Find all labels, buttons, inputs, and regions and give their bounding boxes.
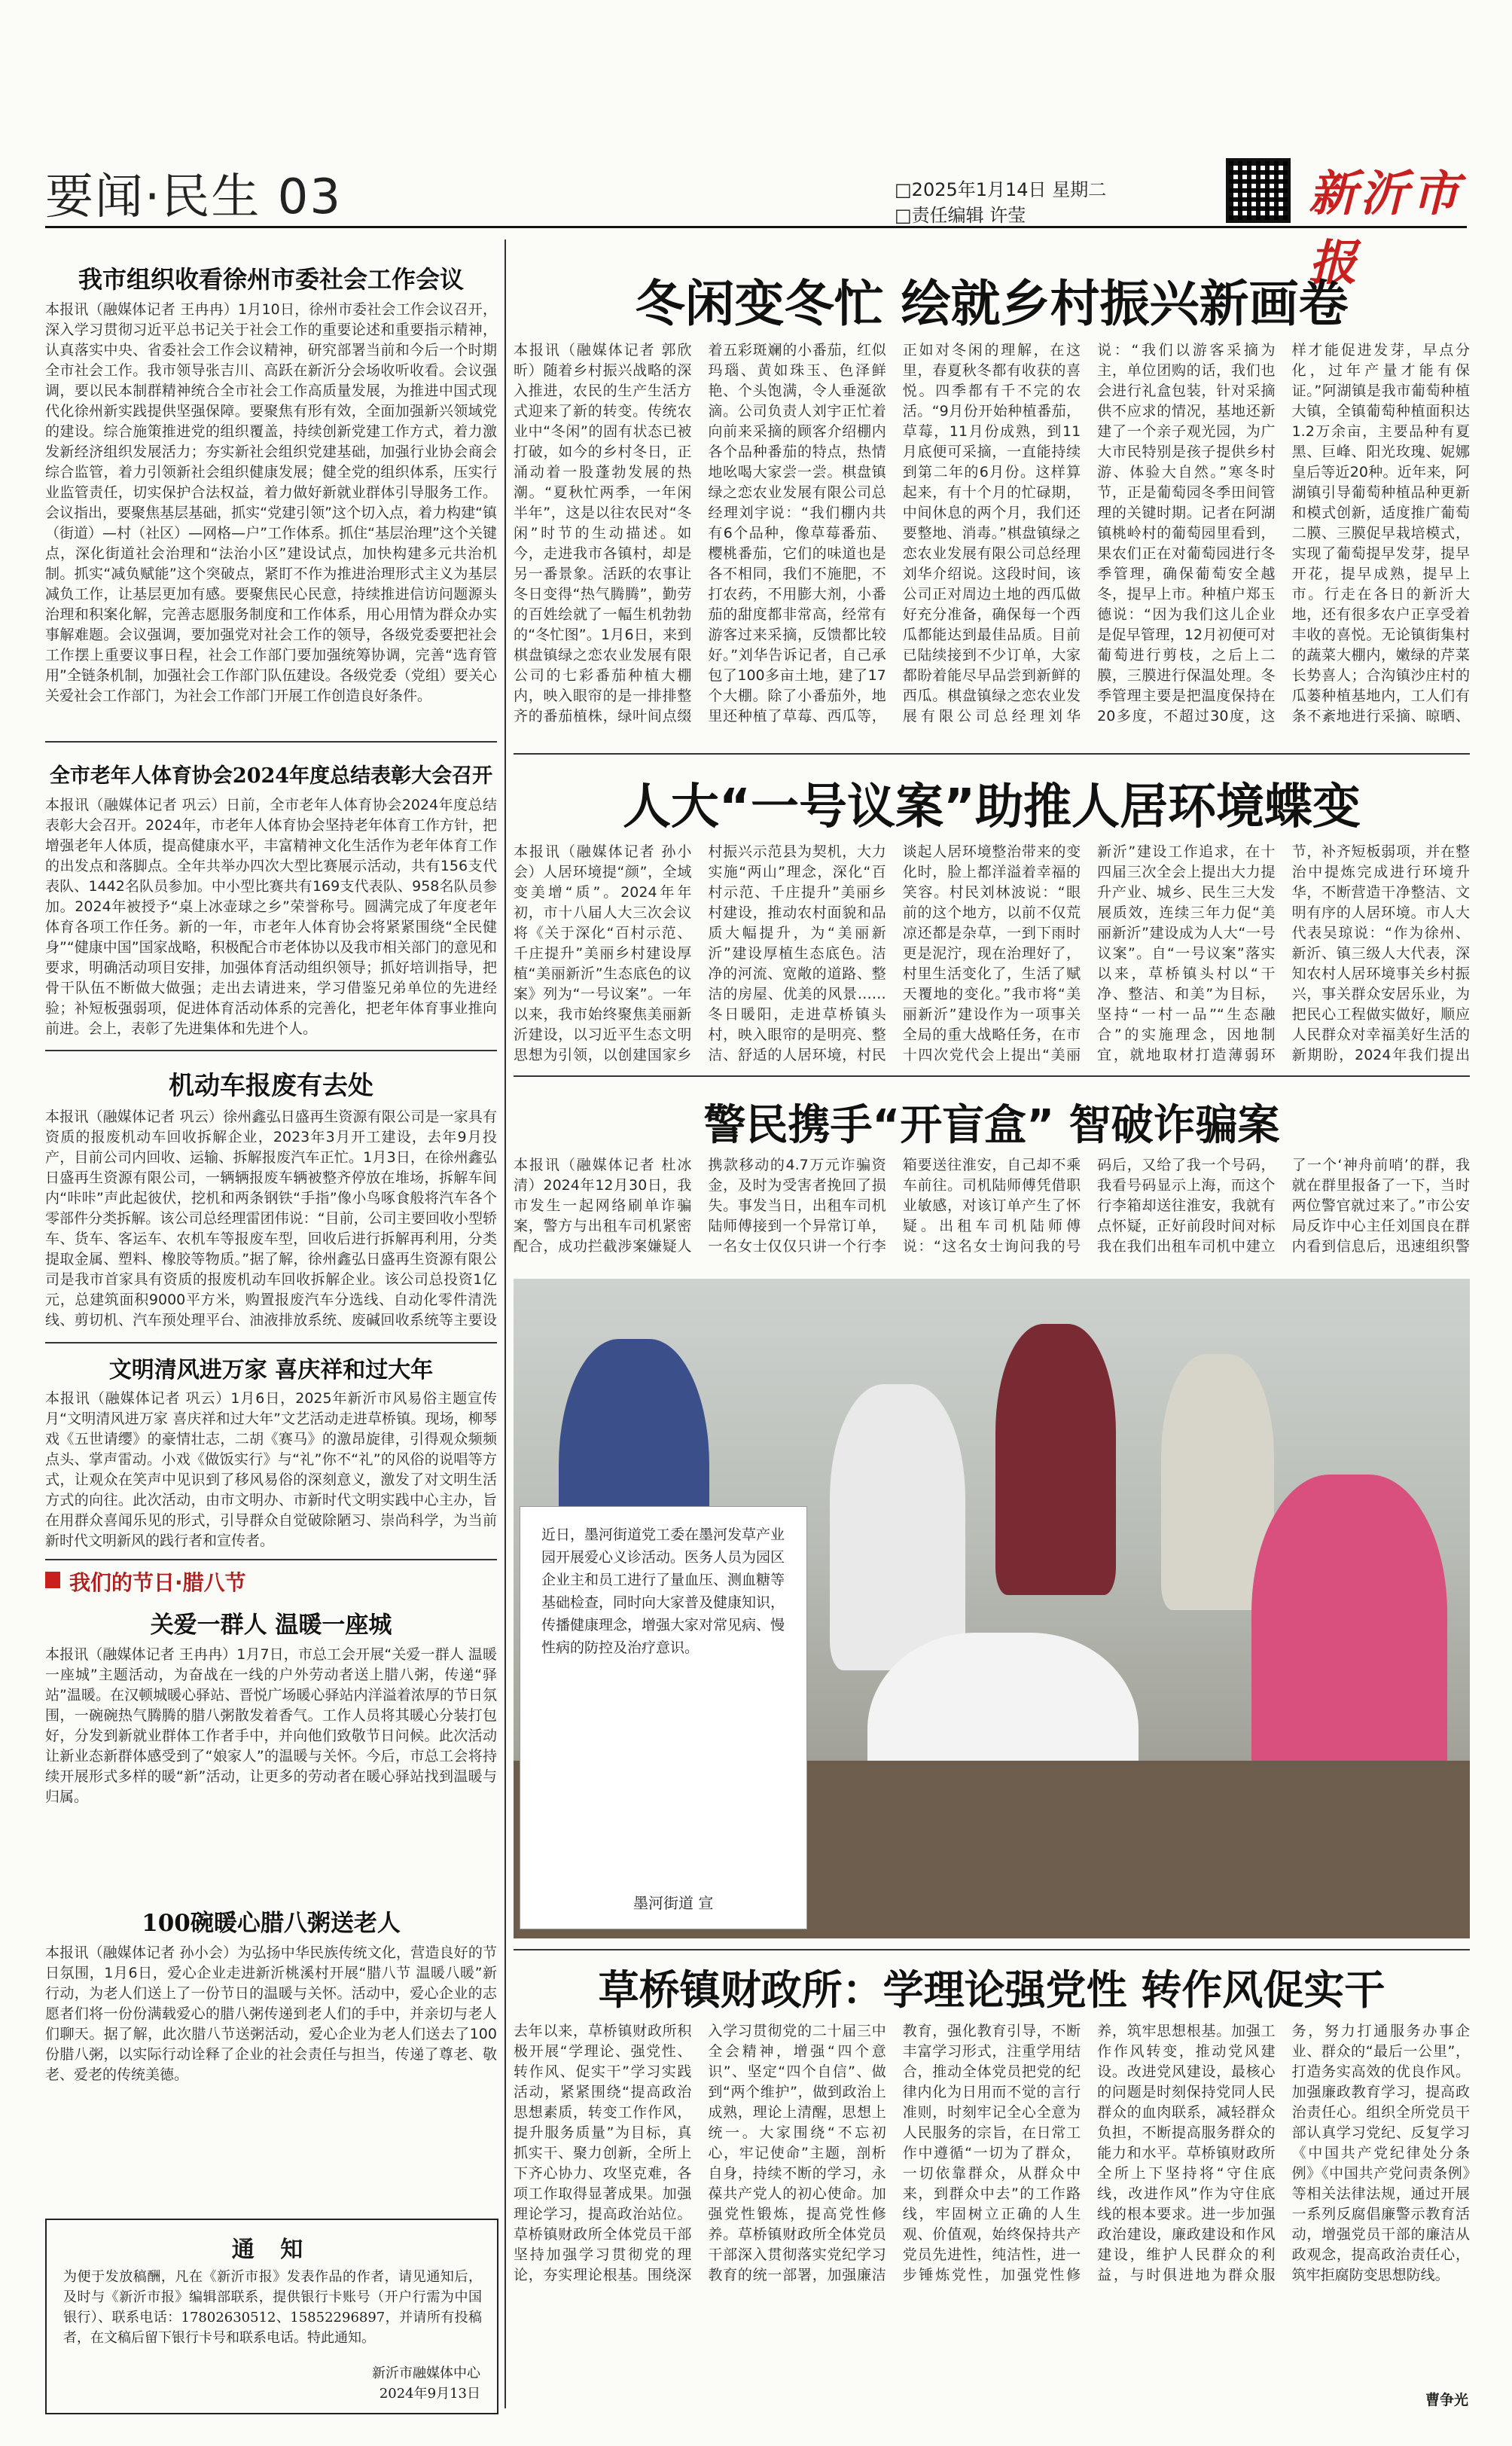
article-divider	[514, 1075, 1470, 1077]
article-title: 关爱一群人 温暖一座城	[150, 1612, 392, 1639]
notice-box	[45, 2219, 498, 2414]
photo-figure	[830, 1384, 965, 1670]
photo-caption-box	[520, 1506, 807, 1929]
article-body: 本报讯（融媒体记者 杜冰清）2024年12月30日，我市发生一起网络刷单诈骗案，警方与出租车司机紧密配合，成功拦截涉案嫌疑人携款移动的4.7万元诈骗资金，及时为受害者挽回了损失。事发当日，出租车司机陆师傅接到一个异常订单，一名女士仅仅只讲一个行李箱要送往淮安，自己却不乘车前往。司机陆师傅凭借职业敏感，对该订单产生了怀疑。出租车司机陆师傅说：“这名女士询问我的号码后，又给了我一个号码，我看号码显示上海，而这个行李箱却送往淮安，我就有点怀疑，正好前段时间对标我在我们出租车司机中建立了一个‘神舟前哨’的群，我就在群里报备了一下，当时两位警官就过来了。”市公安局反诈中心主任刘国良在群内看到信息后，迅速组织警	[514, 1157, 1470, 1255]
article-headline: 草桥镇财政所：学理论强党性 转作风促实干	[598, 1966, 1385, 2014]
article-title: 文明清风进万家 喜庆祥和过大年	[45, 1351, 497, 1384]
article-divider	[514, 753, 1470, 755]
header-rule	[45, 226, 1467, 228]
article-body: 本报讯（融媒体记者 巩云）1月6日，2025年新沂市风易俗主题宣传月“文明清风进万家 喜庆祥和过大年”文艺活动走进草桥镇。现场，柳琴戏《五世请缨》的豪情壮志，二胡《赛马》的激昂旋律，引得观众频频点头、掌声雷动。小戏《做饭实行》与“礼”你不“礼”的风俗的说唱等方式，让观众在笑声中见识到了移风易俗的深刻意义，激发了对文明生活方式的向往。此次活动，由市文明办、市新时代文明实践中心主办，旨在用群众喜闻乐见的形式，引导群众自觉破除陋习、崇尚科学，为当前新时代文明新风的践行者和宣传者。	[45, 1389, 497, 1554]
article-body: 本报讯（融媒体记者 巩云）日前，全市老年人体育协会2024年度总结表彰大会召开。2024年，市老年人体育协会坚持老年体育工作方针，把增强老年人体质，提高健康水平，丰富精神文化生活作为老年体育工作的出发点和落脚点。全年共举办四次大型比赛展示活动，共有156支代表队、1442名队员参加。中小型比赛共有169支代表队、958名队员参加。2024年被授予“桌上冰壶球之乡”荣誉称号。圆满完成了年度老年体育各项工作任务。新的一年，市老年人体育协会将紧紧围绕“全民健身”“健康中国”国家战略，积极配合市老体协以及我市相关部门的意见和要求，明确活动项目安排，加强体育活动组织领导；抓好培训指导，把骨干队伍不断做大做强；走出去请进来，学习借鉴兄弟单位的先进经验；补短板强弱项，促进体育活动体系的完善化，把老年体育事业推向前进。会上，表彰了先进集体和先进个人。	[45, 797, 497, 1037]
photo-credit: 墨河街道 宣	[633, 1894, 714, 1912]
article-headline: 人大“一号议案”助推人居环境蝶变	[622, 779, 1361, 835]
qr-code-icon	[1226, 158, 1291, 223]
red-square-icon	[45, 1572, 60, 1588]
article-title: 我市组织收看徐州市委社会工作会议	[78, 265, 464, 294]
article-body: 本报讯（融媒体记者 郭欣昕）随着乡村振兴战略的深入推进，农民的生产生活方式迎来了新的转变。传统农业中“冬闲”的固有状态已被打破，如今的乡村冬日，正涌动着一股蓬勃发展的热潮。“夏秋忙两季，一年闲半年”，这是以往农民对“冬闲”时节的生动描述。如今，走进我市各镇村，却是另一番景象。活跃的农事让冬日变得“热气腾腾”，勤劳的百姓绘就了一幅生机勃勃的“冬忙图”。1月6日，来到棋盘镇绿之恋农业发展有限公司的七彩番茄种植大棚内，映入眼帘的是一排排整齐的番茄植株，绿叶间点缀着五彩斑斓的小番茄，红似玛瑙、黄如珠玉、色泽鲜艳、个头饱满，令人垂涎欲滴。公司负责人刘宇正忙着向前来采摘的顾客介绍棚内各个品种番茄的特点，热情地吆喝大家尝一尝。棋盘镇绿之恋农业发展有限公司总经理刘宇说：“我们棚内共有6个品种，像草莓番茄、樱桃番茄，它们的味道也是各不相同，我们不施肥，不打农药，不用膨大剂，小番茄的甜度都非常高，经常有游客过来采摘，反馈都比较好。”刘华告诉记者，自己承包了100多亩土地，建了17个大棚。除了小番茄外，地里还种植了草莓、西瓜等，正如对冬闲的理解，在这里，春夏秋冬都有收获的喜悦。四季都有千不完的农活。“9月份开始种植番茄，草莓，11月份成熟，到11月底便可采摘，一直能持续到第二年的6月份。这样算起来，有十个月的忙碌期，中间休息的两个月，我们还要整地、消毒。”棋盘镇绿之恋农业发展有限公司总经理刘华介绍说。这段时间，该公司正对周边土地的西瓜做好充分准备，确保每一个西瓜都能达到最佳品质。目前已陆续接到不少订单，大家都盼着能尽早品尝到新鲜的西瓜。棋盘镇绿之恋农业发展有限公司总经理刘华说：“我们以游客采摘为主，单位团购的话，我们也会进行礼盒包装，针对采摘供不应求的情况，基地还新建了一个亲子观光园，为广大市民特别是孩子提供乡村游、体验大自然。”寒冬时节，正是葡萄园冬季田间管理的关键时期。记者在阿湖镇桃岭村的葡萄园里看到，果农们正在对葡萄园进行冬季管理，确保葡萄安全越冬，提早上市。种植户郑玉德说：“因为我们这儿企业是促早管理，12月初便可对葡萄进行剪枝，之后上二膜，三膜进行保温处理。冬季管理主要是把温度保持在20多度，不超过30度，这样才能促进发芽，早点分化，过年产量才能有保证。”阿湖镇是我市葡萄种植大镇，全镇葡萄种植面积达1.2万余亩，主要品种有夏黑、巨峰、阳光玫瑰、妮娜皇后等近20种。近年来，阿湖镇引导葡萄种植品种更新和模式创新，适度推广葡萄二膜、三膜促早栽培模式，实现了葡萄提早发芽，提早开花，提早成熟，提早上市。行走在各日的新沂大地，还有很多农户正享受着丰收的喜悦。无论镇街集村的蔬菜大棚内，嫩绿的芹菜长势喜人；合沟镇沙庄村的瓜蒌种植基地内，工人们有条不紊地进行采摘、晾晒、	[514, 342, 1470, 724]
notice-body: 为便于发放稿酬，凡在《新沂市报》发表作品的作者，请见通知后，及时与《新沂市报》编辑部联系，提供银行卡账号（开户行需为中国银行）、联系电话：17802630512、15852296897，并请所有投稿者，在文稿后留下银行卡号和联系电话。特此通知。	[63, 2269, 482, 2346]
article-title: 全市老年人体育协会2024年度总结表彰大会召开	[49, 764, 493, 788]
article-divider	[45, 1342, 497, 1343]
article-body: 本报讯（融媒体记者 巩云）徐州鑫弘日盛再生资源有限公司是一家具有资质的报废机动车回收拆解企业，2023年3月开工建设，去年9月投产，目前公司内回收、运输、拆解报废汽车正忙。1月3日，在徐州鑫弘日盛再生资源有限公司，一辆辆报废车辆被整齐停放在堆场，拆解车间内“咔咔”声此起彼伏，挖机和两条钢铁“手指”像小鸟啄食般将汽车各个零部件分类拆解。该公司总经理雷团伟说：“目前，公司主要回收小型轿车、货车、客运车、农机车等报废车型，回收后进行拆解再利用，分类提取金属、塑料、橡胶等物质。”据了解，徐州鑫弘日盛再生资源有限公司是我市首家具有资质的报废机动车回收拆解企业。该公司总投资1亿元，总建筑面积9000平方米，购置报废汽车分选线、自动化零件清洗线、剪切机、汽车预处理平台、油液排放系统、废碱回收系统等主要设	[45, 1109, 497, 1328]
notice-signature	[372, 2363, 480, 2404]
article-divider	[45, 741, 497, 743]
notice-date: 2024年9月13日	[379, 2386, 480, 2402]
column-divider	[505, 239, 506, 2408]
article-body: 本报讯（融媒体记者 孙小会）为弘扬中华民族传统文化，营造良好的节日氛围，1月6日，爱心企业走进新沂桃溪村开展“腊八节 温暖八暖”新行动，为老人们送上了一份节日的温暖与关怀。活动中，爱心企业的志愿者们将一份份满载爱心的腊八粥传递到老人们的手中，并亲切与老人们聊天。据了解，此次腊八节送粥活动，爱心企业为老人们送去了100份腊八粥，以实际行动诠释了企业的社会责任与担当，传递了尊老、敬老、爱老的传统美德。	[45, 1944, 497, 2083]
article-headline: 警民携手“开盲盒” 智破诈骗案	[703, 1101, 1280, 1150]
article-body: 本报讯（融媒体记者 孙小会）人居环境提“颜”，全域变美增“质”。2024年年初，市十八届人大三次会议将《关于深化“百村示范、千庄提升”美丽乡村建设厚植“美丽新沂”生态底色的议案》列为“一号议案”。一年以来，我市始终聚焦美丽新沂建设，以习近平生态文明思想为引领，以创建国家乡村振兴示范县为契机，大力实施“两山”理念，深化“百村示范、千庄提升”美丽乡村建设，推动农村面貌和品质大幅提升，为“美丽新沂”建设厚植生态底色。洁净的河流、宽敞的道路、整洁的房屋、优美的风景……冬日暖阳，走进草桥镇头村，映入眼帘的是明亮、整洁、舒适的人居环境，村民谈起人居环境整治带来的变化时，脸上都洋溢着幸福的笑容。村民刘林波说：“眼前的这个地方，以前不仅荒凉还都是杂草，一到下雨时更是泥泞，现在治理好了，村里生活变化了，生活了赋天覆地的变化。”我市将“美丽新沂”建设作为一项事关全局的重大战略任务，在市十四次党代会上提出“美丽新沂”建设工作追求，在十四届三次全会上提出大力提升产业、城乡、民生三大发展质效，连续三年力促“美丽新沂”建设成为人大“一号议案”。自“一号议案”落实以来，草桥镇头村以“干净、整洁、和美”为目标，坚持“一村一品”“生态融合”的实施理念，因地制宜，就地取材打造薄弱环节，补齐短板弱项，并在整治中提炼完成进行环境升华，不断营造干净整洁、文明有序的人居环境。市人大代表吴琼说：“作为徐州、新沂、镇三级人大代表，深知农村人居环境事关乡村振兴，事关群众安居乐业，为把民心工程做实做好，顺应人民群众对幸福美好生活的新期盼，2024年我们提出	[514, 843, 1470, 1063]
responsible-editor: □责任编辑 许莹	[895, 205, 1026, 226]
article-body: 去年以来，草桥镇财政所积极开展“学理论、强党性、转作风、促实干”学习实践活动，紧紧围绕“提高政治思想素质，转变工作作风，提升服务质量”为目标，真抓实干、聚力创新，全所上下齐心协力、攻坚克难，各项工作取得显著成果。加强理论学习，提高政治站位。草桥镇财政所全体党员干部坚持加强学习贯彻党的理论，夯实理论根基。围绕深入学习贯彻党的二十届三中全会精神，增强“四个意识”、坚定“四个自信”、做到“两个维护”，做到政治上成熟，理论上清醒，思想上统一。大家围绕“不忘初心，牢记使命”主题，剖析自身，持续不断的学习，永葆共产党人的初心使命。加强党性锻炼，提高党性修养。草桥镇财政所全体党员干部深入贯彻落实党纪学习教育的统一部署，加强廉洁教育，强化教育引导，不断丰富学习形式，注重学用结合，推动全体党员把党的纪律内化为日用而不觉的言行准则，时刻牢记全心全意为人民服务的宗旨，在日常工作中遵循“一切为了群众，一切依靠群众，从群众中来，到群众中去”的工作路线，牢固树立正确的人生观、价值观，始终保持共产党员先进性，纯洁性，进一步锤炼党性，加强党性修养，筑牢思想根基。加强工作作风转变，推动党风建设。改进党风建设，最核心的问题是时刻保持党同人民群众的血肉联系，减轻群众负担，不断提高服务群众的能力和水平。草桥镇财政所全所上下坚持将“守住底线，改进作风”作为守住底线的根本要求。进一步加强政治建设，廉政建设和作风建设，维护人民群众的利益，与时俱进地为群众服务，努力打通服务办事企业、群众的“最后一公里”，打造务实高效的优良作风。加强廉政教育学习，提高政治责任心。组织全所党员干部认真学习党纪、反复学习《中国共产党纪律处分条例》《中国共产党问责条例》等相关法律法规，通过开展一系列反腐倡廉警示教育活动，增强党员干部的廉洁从政观念，提高政治责任心，筑牢拒腐防变思想防线。	[514, 2023, 1470, 2283]
section-title: 要闻·民生 03	[45, 169, 343, 225]
article-divider	[45, 1050, 497, 1051]
notice-org: 新沂市融媒体中心	[372, 2365, 480, 2381]
notice-title: 通 知	[231, 2237, 312, 2263]
lead-headline: 冬闲变冬忙 绘就乡村振兴新画卷	[635, 275, 1349, 333]
festival-label: 我们的节日·腊八节	[69, 1570, 246, 1595]
newspaper-logo: 新沂市报	[1309, 166, 1462, 291]
article-divider	[45, 1559, 497, 1560]
article-body: 本报讯（融媒体记者 王冉冉）1月10日，徐州市委社会工作会议召开，深入学习贯彻习近平总书记关于社会工作的重要论述和重要指示精神，认真落实中央、省委社会工作会议精神，研究部署当前和今后一个时期全市社会工作。我市领导张吉川、高跃在新沂分会场收听收看。会议强调，要以民本制群精神统合全市社会工作高质量发展，为推进中国式现代化徐州新实践提供坚强保障。要聚焦有形有效，全面加强新兴领域党的建设。综合施策推进党的组织覆盖，持续创新党建工作方式，着力激发新经济组织发展活力；夯实新社会组织党建基础，加强行业协会商会综合监管，着力引领新社会组织健康发展；健全党的组织体系，压实行业监管责任，切实保护合法权益，着力做好新就业群体引导服务工作。会议指出，要聚焦基层基础，抓实“党建引领”这个切入点，着力构建“镇（街道）—村（社区）—网格—户”工作体系。抓住“基层治理”这个关键点，深化街道社会治理和“法治小区”建设试点，加快构建多元共治机制。抓实“减负赋能”这个突破点，紧盯不作为推进治理形式主义为基层减负工作，让基层更加有感。要聚焦民心民意，持续推进信访问题源头治理和积案化解，完善志愿服务制度和工作体系，用心用情为群众办实事解难题。会议强调，要加强党对社会工作的领导，各级党委要把社会工作摆上重要议事日程，社会工作部门要加强统筹协调，完善“选育管用”全链条机制，加强社会工作部门队伍建设。各级党委（党组）要关心关爱社会工作部门，为社会工作部门开展工作创造良好条件。	[45, 301, 497, 704]
article-body: 本报讯（融媒体记者 王冉冉）1月7日，市总工会开展“关爱一群人 温暖一座城”主题活动，为奋战在一线的户外劳动者送上腊八粥，传递“驿站”温暖。在汉顿城暖心驿站、晋悦广场暖心驿站内洋溢着浓厚的节日氛围，一碗碗热气腾腾的腊八粥散发着香气。工作人员将其暖心分装打包好，分发到新就业群体工作者手中，并向他们致敬节日问候。此次活动让新业态新群体感受到了“娘家人”的温暖与关怀。今后，市总工会将持续开展形式多样的暖“新”活动，让更多的劳动者在暖心驿站找到温暖与归属。	[45, 1646, 497, 1805]
article-title: 100碗暖心腊八粥送老人	[142, 1910, 401, 1937]
issue-date: □2025年1月14日 星期二	[895, 179, 1107, 200]
photo-figure	[995, 1324, 1116, 1595]
article-divider	[514, 1949, 1470, 1950]
article-title: 机动车报废有去处	[169, 1071, 373, 1101]
photo-caption: 近日，墨河街道党工委在墨河发草产业园开展爱心义诊活动。医务人员为园区企业主和员工进行了量血压、测血糖等基础检查，同时向大家普及健康知识，传播健康理念，增强大家对常见病、慢性病的防控及治疗意识。	[541, 1526, 785, 1656]
article-author: 曹争光	[1425, 2392, 1468, 2408]
